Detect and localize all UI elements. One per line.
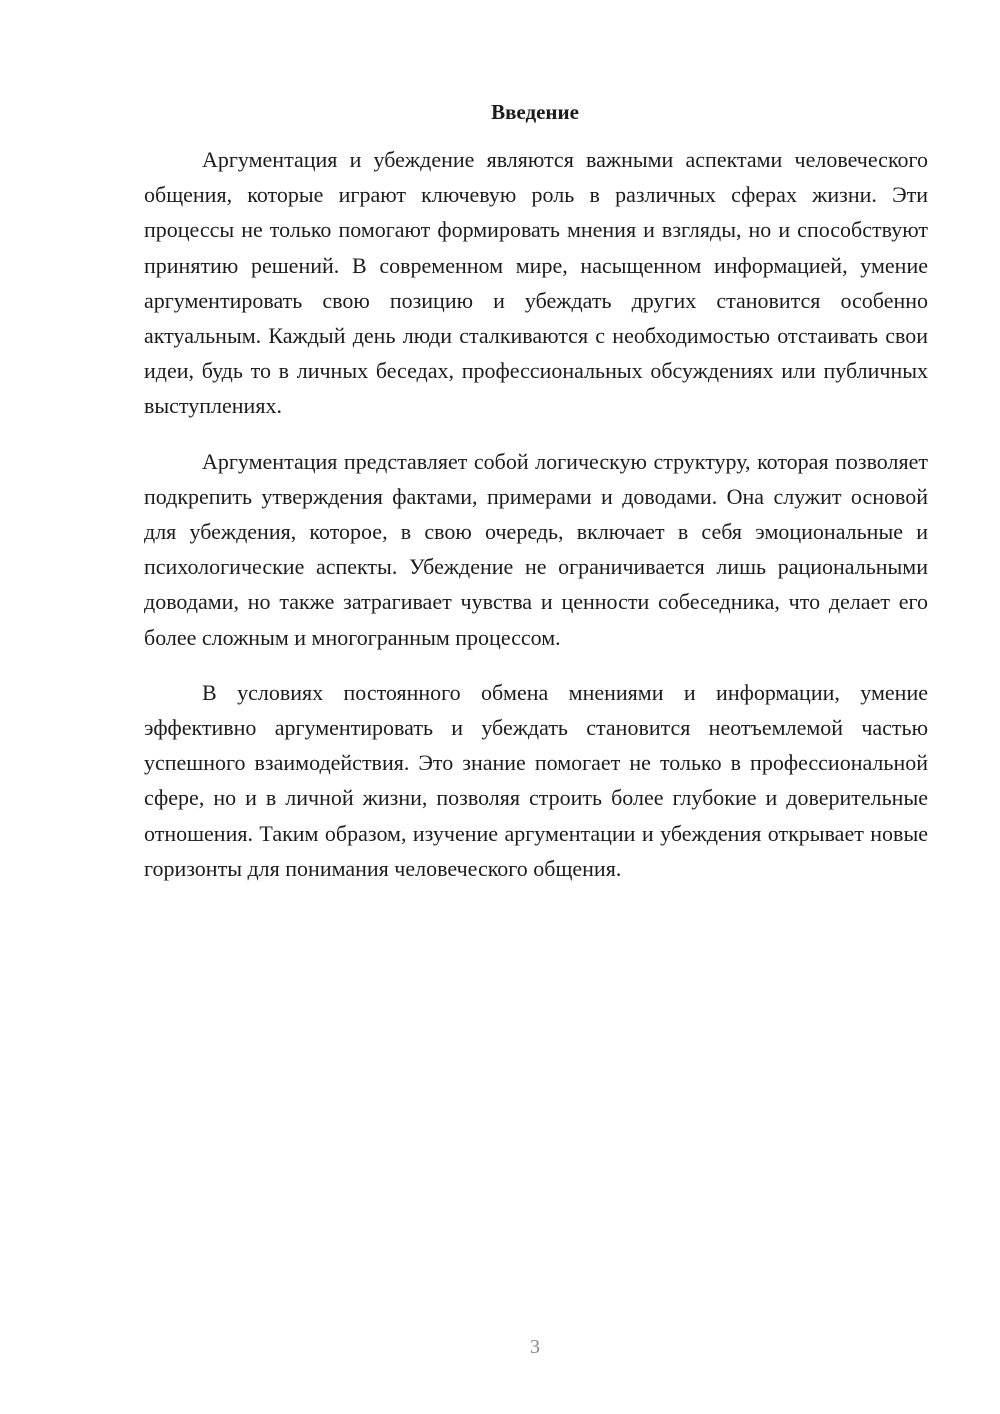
body-text [144,142,928,906]
page-title: Введение [491,100,579,124]
paragraph-2: Аргументация представляет собой логическую структуру, которая позволяет подкрепить утверждения фактами, примерами и доводами. Она служит основой для убеждения, которое, в свою очередь, включает в себя эмоциональные и психологические аспекты. Убеждение не ограничивается лишь рациональными доводами, но также затрагивает чувства и ценности собеседника, что делает его более сложным и многогранным процессом. [144,448,928,650]
page-number: 3 [530,1336,540,1358]
paragraph-1: Аргументация и убеждение являются важными аспектами человеческого общения, которые играют ключевую роль в различных сферах жизни. Эти процессы не только помогают формировать мнения и взгляды, но и способствуют принятию решений. В современном мире, насыщенном информацией, умение аргументировать свою позицию и убеждать других становится особенно актуальным. Каждый день люди сталкиваются с необходимостью отстаивать свои идеи, будь то в личных беседах, профессиональных обсуждениях или публичных выступлениях. [144,147,928,419]
paragraph-3: В условиях постоянного обмена мнениями и информации, умение эффективно аргументировать и убеждать становится неотъемлемой частью успешного взаимодействия. Это знание помогает не только в профессиональной сфере, но и в личной жизни, позволяя строить более глубокие и доверительные отношения. Таким образом, изучение аргументации и убеждения открывает новые горизонты для понимания человеческого общения. [144,679,928,881]
